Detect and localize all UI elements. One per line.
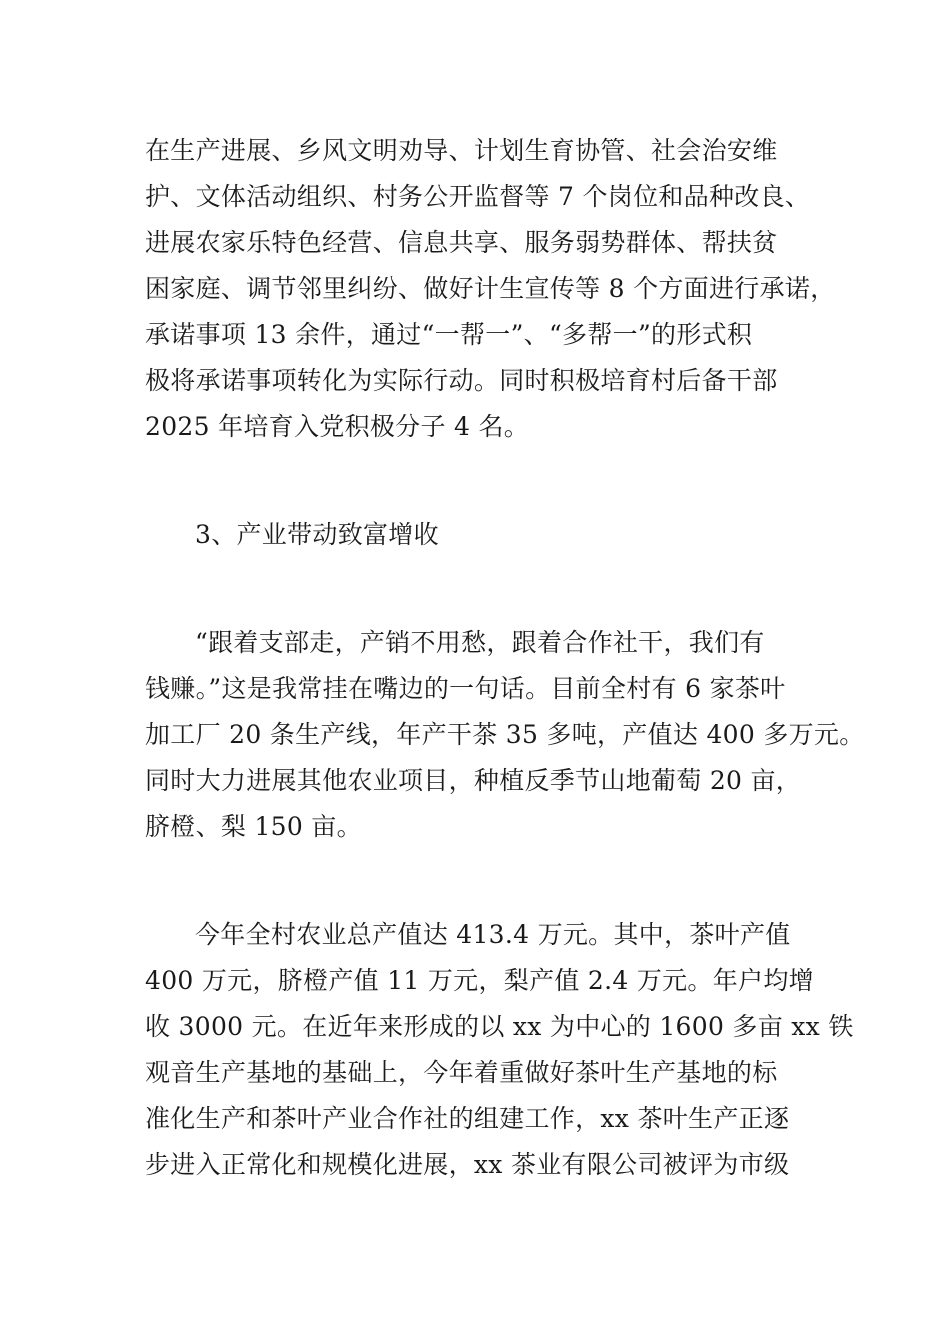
paragraph-2-line: 钱赚。”这是我常挂在嘴边的一句话。目前全村有 6 家茶叶 <box>145 674 786 703</box>
paragraph-1-line: 2025 年培育入党积极分子 4 名。 <box>145 412 530 441</box>
paragraph-3-line: 400 万元，脐橙产值 11 万元，梨产值 2.4 万元。年户均增 <box>145 966 814 995</box>
paragraph-3-line: 今年全村农业总产值达 413.4 万元。其中，茶叶产值 <box>195 920 791 949</box>
paragraph-3-line: 观音生产基地的基础上，今年着重做好茶叶生产基地的标 <box>145 1058 778 1087</box>
paragraph-2-line: 加工厂 20 条生产线，年产干茶 35 多吨，产值达 400 多万元。 <box>145 720 865 749</box>
paragraph-1-line: 困家庭、调节邻里纠纷、做好计生宣传等 8 个方面进行承诺， <box>145 274 836 303</box>
paragraph-2-line: 脐橙、梨 150 亩。 <box>145 812 362 841</box>
paragraph-3-line: 准化生产和茶叶产业合作社的组建工作，xx 茶叶生产正逐 <box>145 1104 790 1133</box>
paragraph-1-line: 进展农家乐特色经营、信息共享、服务弱势群体、帮扶贫 <box>145 228 778 257</box>
paragraph-1-line: 极将承诺事项转化为实际行动。同时积极培育村后备干部 <box>145 366 778 395</box>
paragraph-1-line: 在生产进展、乡风文明劝导、计划生育协管、社会治安维 <box>145 136 778 165</box>
paragraph-1-line: 护、文体活动组织、村务公开监督等 7 个岗位和品种改良、 <box>145 182 811 211</box>
paragraph-2-line: 同时大力进展其他农业项目，种植反季节山地葡萄 20 亩， <box>145 766 802 795</box>
paragraph-1-line: 承诺事项 13 余件，通过“一帮一”、“多帮一”的形式积 <box>145 320 753 349</box>
paragraph-3-line: 收 3000 元。在近年来形成的以 xx 为中心的 1600 多亩 xx 铁 <box>145 1012 854 1041</box>
section-heading: 3、产业带动致富增收 <box>195 520 439 549</box>
paragraph-2-line: “跟着支部走，产销不用愁，跟着合作社干，我们有 <box>195 628 765 657</box>
paragraph-3-line: 步进入正常化和规模化进展，xx 茶业有限公司被评为市级 <box>145 1150 790 1179</box>
